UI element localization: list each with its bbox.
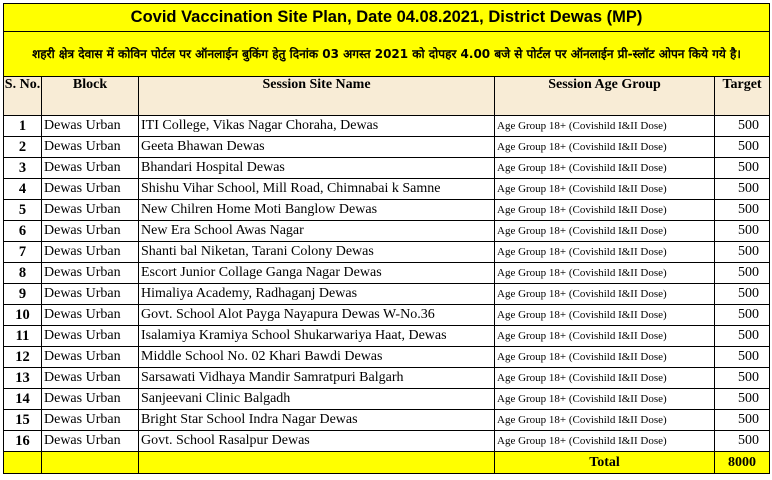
cell-block: Dewas Urban: [42, 158, 139, 179]
cell-target: 500: [715, 284, 770, 305]
table-row: [4, 221, 770, 242]
cell-sno: 7: [4, 242, 42, 263]
site-rows: [4, 116, 770, 452]
cell-age-group: Age Group 18+ (Covishild I&II Dose): [495, 284, 715, 305]
cell-block: Dewas Urban: [42, 431, 139, 452]
table-row: [4, 347, 770, 368]
title-row: [4, 4, 770, 32]
cell-block: Dewas Urban: [42, 200, 139, 221]
total-row: [4, 452, 770, 474]
cell-sno: 6: [4, 221, 42, 242]
cell-sno: 8: [4, 263, 42, 284]
table-row: [4, 263, 770, 284]
cell-session-site: ITI College, Vikas Nagar Choraha, Dewas: [139, 116, 495, 137]
table-row: [4, 242, 770, 263]
cell-target: 500: [715, 389, 770, 410]
booking-notice: शहरी क्षेत्र देवास में कोविन पोर्टल पर ऑनलाईन बुकिंग हेतु दिनांक 03 अगस्त 2021 को दोपहर 4.00 बजे से पोर्टल पर ऑनलाईन प्री-स्लॉट ओपन किये गये है।: [4, 32, 770, 77]
cell-sno: 3: [4, 158, 42, 179]
total-label: Total: [495, 452, 715, 474]
cell-sno: 13: [4, 368, 42, 389]
cell-age-group: Age Group 18+ (Covishild I&II Dose): [495, 200, 715, 221]
cell-block: Dewas Urban: [42, 179, 139, 200]
table-row: [4, 326, 770, 347]
cell-target: 500: [715, 137, 770, 158]
total-value: 8000: [715, 452, 770, 474]
table-row: [4, 389, 770, 410]
cell-age-group: Age Group 18+ (Covishild I&II Dose): [495, 116, 715, 137]
table-row: [4, 284, 770, 305]
column-header-row: [4, 77, 770, 116]
table-row: [4, 116, 770, 137]
cell-block: Dewas Urban: [42, 347, 139, 368]
header-block: Block: [42, 77, 139, 116]
cell-target: 500: [715, 179, 770, 200]
vaccination-site-table: [3, 3, 770, 474]
cell-session-site: Geeta Bhawan Dewas: [139, 137, 495, 158]
cell-block: Dewas Urban: [42, 305, 139, 326]
cell-block: Dewas Urban: [42, 389, 139, 410]
cell-target: 500: [715, 221, 770, 242]
table-row: [4, 410, 770, 431]
cell-target: 500: [715, 263, 770, 284]
header-session-site: Session Site Name: [139, 77, 495, 116]
cell-age-group: Age Group 18+ (Covishild I&II Dose): [495, 431, 715, 452]
table-row: [4, 200, 770, 221]
cell-session-site: Bhandari Hospital Dewas: [139, 158, 495, 179]
cell-age-group: Age Group 18+ (Covishild I&II Dose): [495, 326, 715, 347]
total-blank-cell: [4, 452, 42, 474]
table-row: [4, 305, 770, 326]
cell-sno: 10: [4, 305, 42, 326]
cell-target: 500: [715, 326, 770, 347]
cell-sno: 4: [4, 179, 42, 200]
cell-age-group: Age Group 18+ (Covishild I&II Dose): [495, 389, 715, 410]
cell-sno: 15: [4, 410, 42, 431]
header-target: Target: [715, 77, 770, 116]
cell-target: 500: [715, 347, 770, 368]
table-row: [4, 431, 770, 452]
cell-session-site: Shanti bal Niketan, Tarani Colony Dewas: [139, 242, 495, 263]
cell-target: 500: [715, 431, 770, 452]
cell-session-site: New Chilren Home Moti Banglow Dewas: [139, 200, 495, 221]
header-sno: S. No.: [4, 77, 42, 116]
cell-sno: 5: [4, 200, 42, 221]
cell-block: Dewas Urban: [42, 263, 139, 284]
cell-age-group: Age Group 18+ (Covishild I&II Dose): [495, 242, 715, 263]
table-row: [4, 158, 770, 179]
cell-session-site: Govt. School Alot Payga Nayapura Dewas W-No.36: [139, 305, 495, 326]
cell-session-site: Middle School No. 02 Khari Bawdi Dewas: [139, 347, 495, 368]
cell-age-group: Age Group 18+ (Covishild I&II Dose): [495, 410, 715, 431]
cell-target: 500: [715, 200, 770, 221]
cell-sno: 12: [4, 347, 42, 368]
cell-session-site: Shishu Vihar School, Mill Road, Chimnabai k Samne: [139, 179, 495, 200]
cell-age-group: Age Group 18+ (Covishild I&II Dose): [495, 158, 715, 179]
cell-age-group: Age Group 18+ (Covishild I&II Dose): [495, 347, 715, 368]
cell-sno: 14: [4, 389, 42, 410]
cell-age-group: Age Group 18+ (Covishild I&II Dose): [495, 263, 715, 284]
cell-block: Dewas Urban: [42, 116, 139, 137]
cell-block: Dewas Urban: [42, 284, 139, 305]
total-blank-cell: [139, 452, 495, 474]
total-blank-cell: [42, 452, 139, 474]
cell-session-site: Bright Star School Indra Nagar Dewas: [139, 410, 495, 431]
cell-block: Dewas Urban: [42, 137, 139, 158]
cell-sno: 9: [4, 284, 42, 305]
cell-target: 500: [715, 116, 770, 137]
cell-target: 500: [715, 242, 770, 263]
cell-sno: 11: [4, 326, 42, 347]
sheet-title: Covid Vaccination Site Plan, Date 04.08.2021, District Dewas (MP): [4, 4, 770, 32]
header-age-group: Session Age Group: [495, 77, 715, 116]
cell-session-site: Govt. School Rasalpur Dewas: [139, 431, 495, 452]
notice-row: [4, 32, 770, 77]
cell-session-site: Escort Junior Collage Ganga Nagar Dewas: [139, 263, 495, 284]
cell-age-group: Age Group 18+ (Covishild I&II Dose): [495, 179, 715, 200]
cell-age-group: Age Group 18+ (Covishild I&II Dose): [495, 137, 715, 158]
cell-sno: 16: [4, 431, 42, 452]
cell-session-site: Himaliya Academy, Radhaganj Dewas: [139, 284, 495, 305]
table-row: [4, 179, 770, 200]
cell-target: 500: [715, 305, 770, 326]
cell-block: Dewas Urban: [42, 410, 139, 431]
cell-target: 500: [715, 368, 770, 389]
cell-age-group: Age Group 18+ (Covishild I&II Dose): [495, 368, 715, 389]
cell-block: Dewas Urban: [42, 326, 139, 347]
table-row: [4, 368, 770, 389]
cell-sno: 2: [4, 137, 42, 158]
cell-target: 500: [715, 158, 770, 179]
cell-age-group: Age Group 18+ (Covishild I&II Dose): [495, 305, 715, 326]
table-row: [4, 137, 770, 158]
cell-session-site: Sanjeevani Clinic Balgadh: [139, 389, 495, 410]
cell-session-site: New Era School Awas Nagar: [139, 221, 495, 242]
cell-target: 500: [715, 410, 770, 431]
cell-age-group: Age Group 18+ (Covishild I&II Dose): [495, 221, 715, 242]
cell-block: Dewas Urban: [42, 242, 139, 263]
cell-sno: 1: [4, 116, 42, 137]
cell-session-site: Isalamiya Kramiya School Shukarwariya Haat, Dewas: [139, 326, 495, 347]
cell-session-site: Sarsawati Vidhaya Mandir Samratpuri Balgarh: [139, 368, 495, 389]
cell-block: Dewas Urban: [42, 221, 139, 242]
cell-block: Dewas Urban: [42, 368, 139, 389]
